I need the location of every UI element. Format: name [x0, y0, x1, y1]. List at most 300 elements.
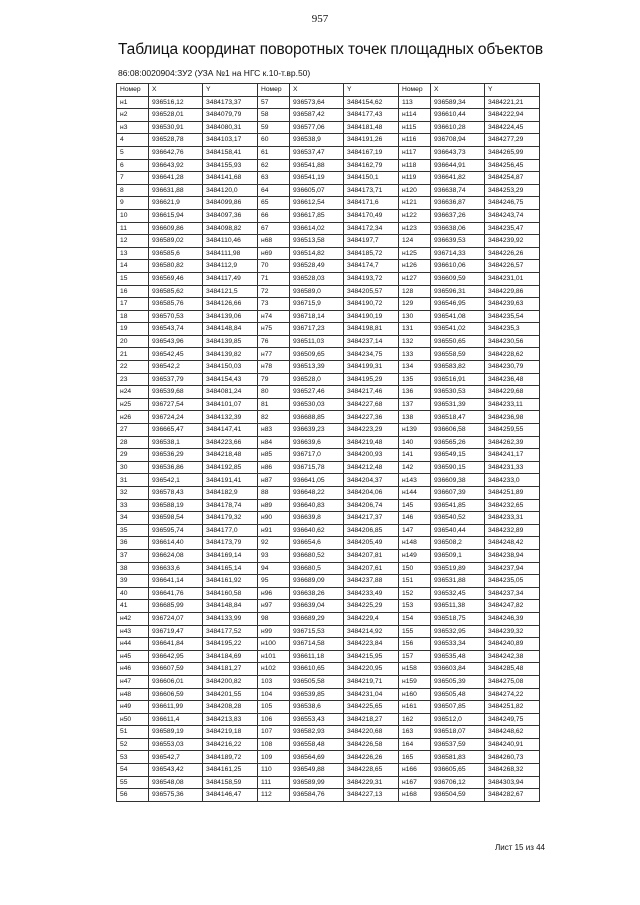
table-row: [117, 499, 540, 512]
y-coordinate-cell: 3484206,74: [344, 499, 399, 512]
x-coordinate-cell: 936543,42: [149, 764, 203, 777]
y-coordinate-cell: 3484230,79: [485, 361, 540, 374]
y-coordinate-cell: 3484160,58: [203, 587, 258, 600]
y-coordinate-cell: 3484227,13: [344, 789, 399, 802]
y-coordinate-cell: 3484171,6: [344, 197, 399, 210]
y-coordinate-cell: 3484231,04: [344, 688, 399, 701]
x-coordinate-cell: 936553,03: [149, 738, 203, 751]
y-coordinate-cell: 3484233,49: [344, 587, 399, 600]
x-coordinate-cell: 936553,43: [290, 713, 344, 726]
y-coordinate-cell: 3484205,49: [344, 537, 399, 550]
y-coordinate-cell: 3484161,25: [203, 764, 258, 777]
point-number-cell: 157: [399, 650, 431, 663]
point-number-cell: 141: [399, 449, 431, 462]
y-coordinate-cell: 3484158,41: [203, 146, 258, 159]
y-coordinate-cell: 3484150,1: [344, 172, 399, 185]
point-number-cell: 22: [117, 361, 149, 374]
point-number-cell: н115: [399, 121, 431, 134]
y-coordinate-cell: 3484080,31: [203, 121, 258, 134]
point-number-cell: 28: [117, 436, 149, 449]
x-coordinate-cell: 936638,26: [290, 587, 344, 600]
y-coordinate-cell: 3484200,82: [203, 675, 258, 688]
point-number-cell: 57: [258, 96, 290, 109]
point-number-cell: 164: [399, 738, 431, 751]
x-coordinate-cell: 936614,40: [149, 537, 203, 550]
x-coordinate-cell: 936589,34: [431, 96, 485, 109]
x-coordinate-cell: 936610,06: [431, 260, 485, 273]
object-cadastral-subtitle: 86:08:0020904:ЗУ2 (УЗА №1 на НГС к.10-т.вр.50): [118, 68, 311, 78]
y-coordinate-cell: 3484172,34: [344, 222, 399, 235]
point-number-cell: н160: [399, 688, 431, 701]
table-row: [117, 436, 540, 449]
x-coordinate-cell: 936542,7: [149, 751, 203, 764]
y-coordinate-cell: 3484182,9: [203, 487, 258, 500]
x-coordinate-cell: 936609,38: [431, 474, 485, 487]
x-coordinate-cell: 936637,26: [431, 209, 485, 222]
y-coordinate-cell: 3484241,17: [485, 449, 540, 462]
point-number-cell: н127: [399, 272, 431, 285]
point-number-cell: 76: [258, 335, 290, 348]
point-number-cell: н47: [117, 675, 149, 688]
table-row: [117, 688, 540, 701]
x-coordinate-cell: 936540,52: [431, 512, 485, 525]
point-number-cell: н149: [399, 549, 431, 562]
x-coordinate-cell: 936607,39: [431, 487, 485, 500]
sheet-counter: Лист 15 из 44: [495, 843, 545, 852]
x-coordinate-cell: 936714,58: [290, 638, 344, 651]
y-coordinate-cell: 3484242,38: [485, 650, 540, 663]
x-coordinate-cell: 936607,59: [149, 663, 203, 676]
y-coordinate-cell: 3484133,99: [203, 612, 258, 625]
x-coordinate-cell: 936641,76: [149, 587, 203, 600]
y-coordinate-cell: 3484158,59: [203, 776, 258, 789]
y-coordinate-cell: 3484216,22: [203, 738, 258, 751]
point-number-cell: н91: [258, 524, 290, 537]
y-coordinate-cell: 3484079,79: [203, 109, 258, 122]
point-number-cell: 107: [258, 726, 290, 739]
x-coordinate-cell: 936590,15: [431, 461, 485, 474]
point-number-cell: н85: [258, 449, 290, 462]
y-coordinate-cell: 3484235,3: [485, 323, 540, 336]
point-number-cell: н101: [258, 650, 290, 663]
column-header: Y: [344, 84, 399, 97]
point-number-cell: 103: [258, 675, 290, 688]
table-row: [117, 121, 540, 134]
point-number-cell: 150: [399, 562, 431, 575]
x-coordinate-cell: 936689,09: [290, 575, 344, 588]
y-coordinate-cell: 3484200,93: [344, 449, 399, 462]
x-coordinate-cell: 936615,94: [149, 209, 203, 222]
y-coordinate-cell: 3484181,48: [344, 121, 399, 134]
y-coordinate-cell: 3484195,22: [203, 638, 258, 651]
column-header: Номер: [399, 84, 431, 97]
y-coordinate-cell: 3484229,68: [485, 386, 540, 399]
point-number-cell: н167: [399, 776, 431, 789]
y-coordinate-cell: 3484223,84: [344, 638, 399, 651]
y-coordinate-cell: 3484146,47: [203, 789, 258, 802]
x-coordinate-cell: 936518,07: [431, 726, 485, 739]
y-coordinate-cell: 3484169,14: [203, 549, 258, 562]
y-coordinate-cell: 3484204,37: [344, 474, 399, 487]
y-coordinate-cell: 3484212,48: [344, 461, 399, 474]
y-coordinate-cell: 3484099,86: [203, 197, 258, 210]
point-number-cell: 165: [399, 751, 431, 764]
x-coordinate-cell: 936685,99: [149, 600, 203, 613]
point-number-cell: 5: [117, 146, 149, 159]
x-coordinate-cell: 936527,46: [290, 386, 344, 399]
y-coordinate-cell: 3484111,98: [203, 247, 258, 260]
x-coordinate-cell: 936541,88: [290, 159, 344, 172]
y-coordinate-cell: 3484117,49: [203, 272, 258, 285]
y-coordinate-cell: 3484235,47: [485, 222, 540, 235]
y-coordinate-cell: 3484173,37: [203, 96, 258, 109]
y-coordinate-cell: 3484204,06: [344, 487, 399, 500]
x-coordinate-cell: 936580,82: [149, 260, 203, 273]
x-coordinate-cell: 936512,0: [431, 713, 485, 726]
y-coordinate-cell: 3484199,31: [344, 361, 399, 374]
table-row: [117, 549, 540, 562]
x-coordinate-cell: 936715,9: [290, 298, 344, 311]
x-coordinate-cell: 936612,54: [290, 197, 344, 210]
point-number-cell: 65: [258, 197, 290, 210]
y-coordinate-cell: 3484190,19: [344, 310, 399, 323]
column-header: X: [431, 84, 485, 97]
point-number-cell: 145: [399, 499, 431, 512]
point-number-cell: 34: [117, 512, 149, 525]
point-number-cell: 56: [117, 789, 149, 802]
point-number-cell: 112: [258, 789, 290, 802]
x-coordinate-cell: 936606,58: [431, 424, 485, 437]
point-number-cell: 82: [258, 411, 290, 424]
y-coordinate-cell: 3484190,72: [344, 298, 399, 311]
point-number-cell: н168: [399, 789, 431, 802]
point-number-cell: 108: [258, 738, 290, 751]
x-coordinate-cell: 936610,44: [431, 109, 485, 122]
x-coordinate-cell: 936641,05: [290, 474, 344, 487]
x-coordinate-cell: 936603,84: [431, 663, 485, 676]
table-row: [117, 600, 540, 613]
x-coordinate-cell: 936665,47: [149, 424, 203, 437]
y-coordinate-cell: 3484226,58: [344, 738, 399, 751]
x-coordinate-cell: 936689,29: [290, 612, 344, 625]
table-row: [117, 663, 540, 676]
point-number-cell: 60: [258, 134, 290, 147]
point-number-cell: н1: [117, 96, 149, 109]
table-row: [117, 587, 540, 600]
x-coordinate-cell: 936610,65: [290, 663, 344, 676]
y-coordinate-cell: 3484110,46: [203, 235, 258, 248]
point-number-cell: 94: [258, 562, 290, 575]
x-coordinate-cell: 936543,74: [149, 323, 203, 336]
point-number-cell: н77: [258, 348, 290, 361]
table-row: [117, 751, 540, 764]
x-coordinate-cell: 936589,99: [290, 776, 344, 789]
x-coordinate-cell: 936511,03: [290, 335, 344, 348]
point-number-cell: 15: [117, 272, 149, 285]
x-coordinate-cell: 936715,53: [290, 625, 344, 638]
point-number-cell: 124: [399, 235, 431, 248]
y-coordinate-cell: 3484248,62: [485, 726, 540, 739]
table-row: [117, 272, 540, 285]
x-coordinate-cell: 936588,19: [149, 499, 203, 512]
x-coordinate-cell: 936624,08: [149, 549, 203, 562]
x-coordinate-cell: 936539,68: [149, 386, 203, 399]
x-coordinate-cell: 936605,65: [431, 764, 485, 777]
y-coordinate-cell: 3484239,63: [485, 298, 540, 311]
x-coordinate-cell: 936518,75: [431, 612, 485, 625]
point-number-cell: н116: [399, 134, 431, 147]
table-row: [117, 776, 540, 789]
x-coordinate-cell: 936531,39: [431, 398, 485, 411]
point-number-cell: н99: [258, 625, 290, 638]
y-coordinate-cell: 3484185,72: [344, 247, 399, 260]
y-coordinate-cell: 3484219,71: [344, 675, 399, 688]
x-coordinate-cell: 936531,88: [431, 575, 485, 588]
point-number-cell: 52: [117, 738, 149, 751]
point-number-cell: н100: [258, 638, 290, 651]
x-coordinate-cell: 936639,6: [290, 436, 344, 449]
point-number-cell: н50: [117, 713, 149, 726]
table-row: [117, 726, 540, 739]
y-coordinate-cell: 3484265,99: [485, 146, 540, 159]
x-coordinate-cell: 936582,93: [290, 726, 344, 739]
x-coordinate-cell: 936717,0: [290, 449, 344, 462]
point-number-cell: 155: [399, 625, 431, 638]
point-number-cell: 95: [258, 575, 290, 588]
x-coordinate-cell: 936513,58: [290, 235, 344, 248]
point-number-cell: н166: [399, 764, 431, 777]
y-coordinate-cell: 3484177,0: [203, 524, 258, 537]
x-coordinate-cell: 936518,47: [431, 411, 485, 424]
x-coordinate-cell: 936505,48: [431, 688, 485, 701]
point-number-cell: 140: [399, 436, 431, 449]
y-coordinate-cell: 3484249,75: [485, 713, 540, 726]
y-coordinate-cell: 3484161,92: [203, 575, 258, 588]
y-coordinate-cell: 3484248,42: [485, 537, 540, 550]
point-number-cell: 4: [117, 134, 149, 147]
y-coordinate-cell: 3484224,45: [485, 121, 540, 134]
y-coordinate-cell: 3484275,08: [485, 675, 540, 688]
x-coordinate-cell: 936636,87: [431, 197, 485, 210]
point-number-cell: н42: [117, 612, 149, 625]
point-number-cell: н118: [399, 159, 431, 172]
x-coordinate-cell: 936639,53: [431, 235, 485, 248]
table-row: [117, 323, 540, 336]
table-row: [117, 298, 540, 311]
x-coordinate-cell: 936542,1: [149, 474, 203, 487]
x-coordinate-cell: 936536,29: [149, 449, 203, 462]
point-number-cell: н114: [399, 109, 431, 122]
point-number-cell: 8: [117, 184, 149, 197]
x-coordinate-cell: 936583,82: [431, 361, 485, 374]
x-coordinate-cell: 936654,6: [290, 537, 344, 550]
x-coordinate-cell: 936578,43: [149, 487, 203, 500]
y-coordinate-cell: 3484226,57: [485, 260, 540, 273]
x-coordinate-cell: 936639,8: [290, 512, 344, 525]
point-number-cell: 16: [117, 285, 149, 298]
x-coordinate-cell: 936528,0: [290, 373, 344, 386]
table-row: [117, 146, 540, 159]
x-coordinate-cell: 936528,03: [290, 272, 344, 285]
x-coordinate-cell: 936585,6: [149, 247, 203, 260]
table-row: [117, 575, 540, 588]
x-coordinate-cell: 936541,85: [431, 499, 485, 512]
table-row: [117, 310, 540, 323]
point-number-cell: 70: [258, 260, 290, 273]
point-number-cell: 80: [258, 386, 290, 399]
point-number-cell: 63: [258, 172, 290, 185]
y-coordinate-cell: 3484253,29: [485, 184, 540, 197]
point-number-cell: 152: [399, 587, 431, 600]
point-number-cell: 131: [399, 323, 431, 336]
x-coordinate-cell: 936541,02: [431, 323, 485, 336]
table-row: [117, 650, 540, 663]
point-number-cell: н24: [117, 386, 149, 399]
y-coordinate-cell: 3484141,68: [203, 172, 258, 185]
point-number-cell: 153: [399, 600, 431, 613]
x-coordinate-cell: 936605,07: [290, 184, 344, 197]
y-coordinate-cell: 3484260,73: [485, 751, 540, 764]
y-coordinate-cell: 3484174,7: [344, 260, 399, 273]
y-coordinate-cell: 3484081,24: [203, 386, 258, 399]
y-coordinate-cell: 3484240,89: [485, 638, 540, 651]
y-coordinate-cell: 3484213,83: [203, 713, 258, 726]
point-number-cell: н78: [258, 361, 290, 374]
point-number-cell: 31: [117, 474, 149, 487]
point-number-cell: н139: [399, 424, 431, 437]
point-number-cell: 81: [258, 398, 290, 411]
x-coordinate-cell: 936617,85: [290, 209, 344, 222]
point-number-cell: 79: [258, 373, 290, 386]
point-number-cell: н123: [399, 222, 431, 235]
y-coordinate-cell: 3484277,29: [485, 134, 540, 147]
point-number-cell: н148: [399, 537, 431, 550]
point-number-cell: 142: [399, 461, 431, 474]
table-row: [117, 348, 540, 361]
x-coordinate-cell: 936538,6: [290, 701, 344, 714]
x-coordinate-cell: 936507,85: [431, 701, 485, 714]
y-coordinate-cell: 3484239,32: [485, 625, 540, 638]
point-number-cell: 21: [117, 348, 149, 361]
x-coordinate-cell: 936519,89: [431, 562, 485, 575]
point-number-cell: 7: [117, 172, 149, 185]
y-coordinate-cell: 3484239,92: [485, 235, 540, 248]
y-coordinate-cell: 3484219,18: [203, 726, 258, 739]
column-header: Номер: [117, 84, 149, 97]
table-row: [117, 247, 540, 260]
x-coordinate-cell: 936516,12: [149, 96, 203, 109]
table-row: [117, 738, 540, 751]
x-coordinate-cell: 936614,02: [290, 222, 344, 235]
point-number-cell: 23: [117, 373, 149, 386]
point-number-cell: н25: [117, 398, 149, 411]
y-coordinate-cell: 3484155,93: [203, 159, 258, 172]
point-number-cell: н159: [399, 675, 431, 688]
x-coordinate-cell: 936538,1: [149, 436, 203, 449]
x-coordinate-cell: 936549,15: [431, 449, 485, 462]
x-coordinate-cell: 936573,64: [290, 96, 344, 109]
x-coordinate-cell: 936609,59: [431, 272, 485, 285]
x-coordinate-cell: 936570,53: [149, 310, 203, 323]
x-coordinate-cell: 936537,47: [290, 146, 344, 159]
x-coordinate-cell: 936538,9: [290, 134, 344, 147]
x-coordinate-cell: 936541,08: [431, 310, 485, 323]
y-coordinate-cell: 3484229,31: [344, 776, 399, 789]
point-number-cell: 111: [258, 776, 290, 789]
point-number-cell: 162: [399, 713, 431, 726]
page-title: Таблица координат поворотных точек площадных объектов: [118, 41, 544, 58]
point-number-cell: 109: [258, 751, 290, 764]
x-coordinate-cell: 936621,9: [149, 197, 203, 210]
table-row: [117, 335, 540, 348]
x-coordinate-cell: 936609,86: [149, 222, 203, 235]
table-row: [117, 524, 540, 537]
point-number-cell: 39: [117, 575, 149, 588]
y-coordinate-cell: 3484251,82: [485, 701, 540, 714]
table-row: [117, 235, 540, 248]
x-coordinate-cell: 936639,23: [290, 424, 344, 437]
point-number-cell: н97: [258, 600, 290, 613]
x-coordinate-cell: 936558,48: [290, 738, 344, 751]
table-row: [117, 701, 540, 714]
point-number-cell: 72: [258, 285, 290, 298]
x-coordinate-cell: 936644,91: [431, 159, 485, 172]
point-number-cell: 98: [258, 612, 290, 625]
point-number-cell: 132: [399, 335, 431, 348]
point-number-cell: 13: [117, 247, 149, 260]
point-number-cell: н74: [258, 310, 290, 323]
point-number-cell: н144: [399, 487, 431, 500]
y-coordinate-cell: 3484232,65: [485, 499, 540, 512]
y-coordinate-cell: 3484173,71: [344, 184, 399, 197]
x-coordinate-cell: 936532,95: [431, 625, 485, 638]
y-coordinate-cell: 3484228,62: [485, 348, 540, 361]
y-coordinate-cell: 3484214,92: [344, 625, 399, 638]
x-coordinate-cell: 936587,42: [290, 109, 344, 122]
y-coordinate-cell: 3484147,41: [203, 424, 258, 437]
x-coordinate-cell: 936509,1: [431, 549, 485, 562]
table-row: [117, 449, 540, 462]
point-number-cell: 104: [258, 688, 290, 701]
table-row: [117, 386, 540, 399]
y-coordinate-cell: 3484229,86: [485, 285, 540, 298]
table-row: [117, 411, 540, 424]
coordinates-table: [116, 83, 540, 802]
y-coordinate-cell: 3484228,65: [344, 764, 399, 777]
table-row: [117, 222, 540, 235]
x-coordinate-cell: 936724,07: [149, 612, 203, 625]
point-number-cell: н26: [117, 411, 149, 424]
x-coordinate-cell: 936569,46: [149, 272, 203, 285]
point-number-cell: 130: [399, 310, 431, 323]
point-number-cell: 14: [117, 260, 149, 273]
x-coordinate-cell: 936642,95: [149, 650, 203, 663]
y-coordinate-cell: 3484191,26: [344, 134, 399, 147]
table-row: [117, 512, 540, 525]
y-coordinate-cell: 3484193,72: [344, 272, 399, 285]
y-coordinate-cell: 3484154,43: [203, 373, 258, 386]
table-row: [117, 612, 540, 625]
point-number-cell: 154: [399, 612, 431, 625]
point-number-cell: н158: [399, 663, 431, 676]
table-body: [117, 96, 540, 801]
x-coordinate-cell: 936688,85: [290, 411, 344, 424]
point-number-cell: н69: [258, 247, 290, 260]
table-row: [117, 172, 540, 185]
point-number-cell: 88: [258, 487, 290, 500]
point-number-cell: 59: [258, 121, 290, 134]
column-header: X: [290, 84, 344, 97]
